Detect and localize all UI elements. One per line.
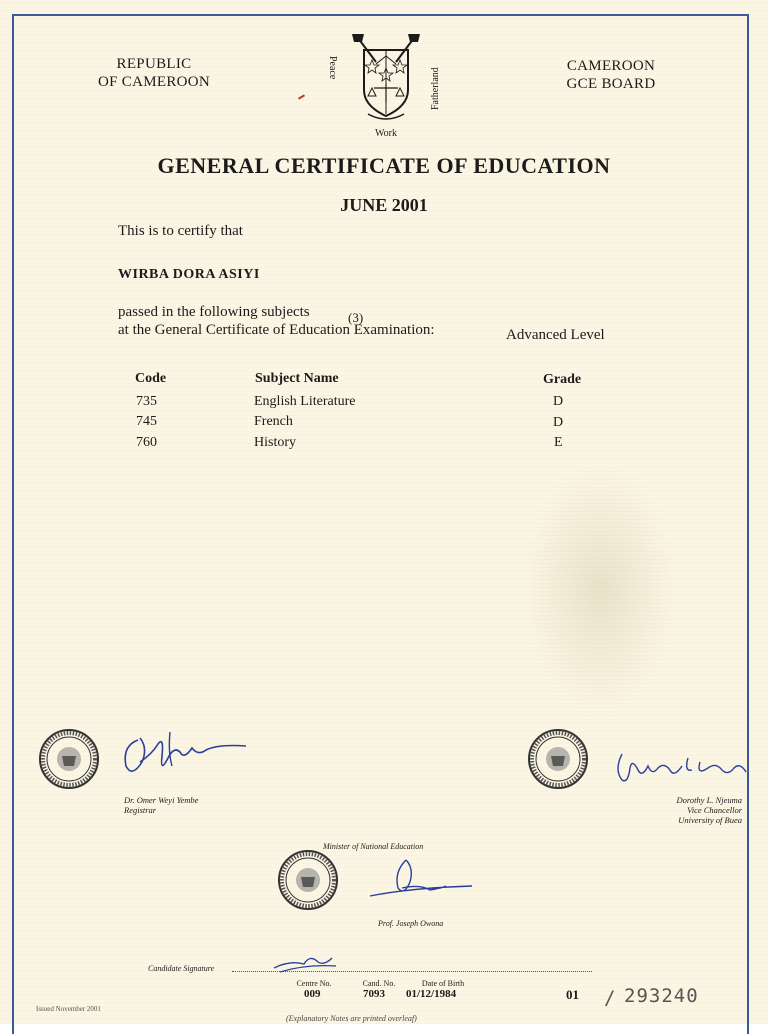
certify-text: This is to certify that [118, 223, 243, 239]
motto-right: Fatherland [430, 67, 441, 110]
row-subject: English Literature [254, 394, 356, 409]
header-left-line1: REPUBLIC [116, 56, 192, 72]
seal-icon [527, 728, 589, 790]
serial-number: 293240 [624, 985, 699, 1007]
candidate-signature [270, 950, 340, 981]
exam-text: at the General Certificate of Education Examination: [118, 322, 435, 338]
signature-icon [350, 854, 476, 904]
table-row [0, 414, 768, 434]
vice-chancellor-university: University of Buea [678, 815, 742, 825]
serial-separator: / [604, 987, 617, 1009]
ministry-seal [276, 849, 340, 916]
seal-icon [276, 849, 340, 911]
vice-chancellor-seal [527, 728, 589, 795]
col-header-code: Code [135, 371, 167, 386]
row-code: 760 [136, 435, 157, 450]
registrar-block [124, 795, 198, 815]
page-code: 01 [566, 987, 579, 1002]
registrar-name: Dr. Omer Weyi Yembe [124, 795, 199, 805]
header-left-line2: OF CAMEROON [97, 74, 211, 90]
header-right-line1: CAMEROON [566, 58, 656, 74]
exam-level: Advanced Level [506, 327, 605, 343]
registrar-seal [38, 728, 100, 795]
certificate-title: GENERAL CERTIFICATE OF EDUCATION [157, 153, 611, 178]
signature-icon [118, 726, 254, 782]
seal-icon [38, 728, 100, 790]
vice-chancellor-name: Dorothy L. Njeuma [676, 795, 742, 805]
header-right-line2: GCE BOARD [566, 76, 656, 92]
issue-date: Issued November 2001 [36, 1005, 101, 1013]
candidate-number: 7093 [363, 988, 385, 1000]
candidate-signature-label: Candidate Signature [148, 964, 215, 973]
row-grade: E [554, 435, 563, 450]
row-grade: D [553, 394, 564, 409]
col-header-subject: Subject Name [255, 371, 339, 386]
row-subject: French [254, 414, 293, 429]
col-header-grade: Grade [543, 372, 582, 387]
passed-text: passed in the following subjects [118, 304, 310, 320]
motto-bottom: Work [375, 128, 397, 139]
header-left [84, 55, 224, 91]
signature-icon [612, 748, 758, 788]
candidate-name: WIRBA DORA ASIYI [118, 267, 260, 282]
centre-number-label: Centre No. [296, 979, 332, 988]
table-row [0, 394, 768, 414]
signature-icon [270, 950, 340, 976]
vice-chancellor-block [630, 795, 742, 825]
paper-stain [520, 460, 680, 720]
subject-count: (3) [348, 310, 364, 325]
header-right [556, 57, 666, 93]
minister-signature [350, 854, 476, 909]
vice-chancellor-title: Vice Chancellor [687, 805, 742, 815]
table-row [0, 435, 768, 455]
vice-chancellor-signature [612, 748, 758, 793]
row-subject: History [254, 435, 296, 450]
registrar-signature [118, 726, 254, 787]
coat-of-arms-icon [316, 28, 456, 140]
row-code: 735 [136, 394, 157, 409]
minister-title: Minister of National Education [323, 842, 424, 851]
national-emblem [316, 28, 456, 140]
date-of-birth-label: Date of Birth [421, 979, 465, 988]
exam-session: JUNE 2001 [340, 195, 428, 215]
row-grade: D [553, 415, 564, 430]
centre-number: 009 [304, 988, 321, 1000]
candidate-number-label: Cand. No. [362, 979, 396, 988]
registrar-title: Registrar [124, 805, 157, 815]
row-code: 745 [136, 414, 157, 429]
minister-name: Prof. Joseph Owona [378, 919, 444, 928]
motto-left: Peace [327, 56, 338, 80]
explanatory-notes: (Explanatory Notes are printed overleaf) [286, 1014, 417, 1023]
date-of-birth: 01/12/1984 [406, 988, 457, 1000]
